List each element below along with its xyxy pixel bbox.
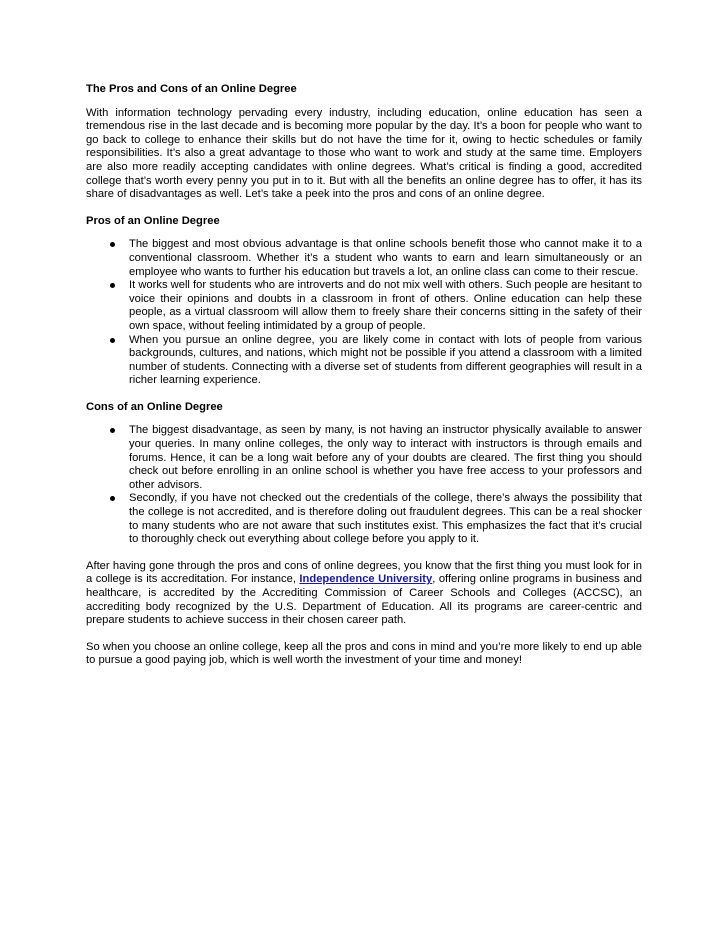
document-title: The Pros and Cons of an Online Degree [86,83,297,95]
cons-heading: Cons of an Online Degree [86,400,223,413]
cons-list-item [86,492,642,546]
conclusion-text-before-link: After having gone through the pros and cons of online degrees, you know that the first thing you must look for in a college is its accreditation. For instance, [86,559,642,586]
pros-item-text: When you pursue an online degree, you are likely come in contact with lots of people from various backgrounds, cultures, and nations, which might not be possible if you attend a classroom with a limited number of students. Connecting with a diverse set of students from different geographies will result in a richer learning experience. [129,333,642,387]
pros-item-text: It works well for students who are introverts and do not mix well with others. Such people are hesitant to voice their opinions and doubts in a classroom in front of others. Online education can help these people, as a virtual classroom will allow them to freely share their concerns sitting in the safety of their own space, without feeling intimidated by a group of people. [129,279,643,332]
closing-paragraph: So when you choose an online college, keep all the pros and cons in mind and you’re more likely to end up able to pursue a good paying job, which is well worth the investment of your time and money! [86,640,642,667]
pros-list-item [86,334,642,388]
conclusion-paragraph [86,560,642,628]
pros-item-text: The biggest and most obvious advantage is that online schools benefit those who cannot make it to a conventional classroom. Whether it’s a student who wants to earn and learn simultaneously or an employee who wants to further his education but travels a lot, an online class can come to their rescue. [129,238,642,278]
cons-item-text: Secondly, if you have not checked out the credentials of the college, there’s always the possibility that the college is not accredited, and is therefore doling out fraudulent degrees. This can be a real shocker to many students who are not aware that such institutes exist. This emphasizes the fact that it’s crucial to thoroughly check out everything about college before you apply to it. [129,492,642,546]
pros-list [86,238,642,388]
bullet-icon [110,428,115,433]
independence-university-link[interactable]: Independence University [299,573,433,586]
intro-paragraph: With information technology pervading every industry, including education, online education has seen a tremendous rise in the last decade and is becoming more popular by the day. It’s a boon for people who want to go back to college to enhance their skills but do not have the time for it, owing to hectic schedules or family responsibilities. It’s also a great advantage to those who want to work and study at the same time. Employers are also more readily accepting candidates with online degrees. What’s critical is finding a good, accredited college that’s worth every penny you put in to it. But with all the benefits an online degree has to offer, it has its share of disadvantages as well. Let’s take a peek into the pros and cons of an online degree. [86,106,642,201]
cons-item-text: The biggest disadvantage, as seen by many, is not having an instructor physically available to answer your queries. In many online colleges, the only way to interact with instructors is through emails and forums. Hence, it can be a long wait before any of your doubts are cleared. The first thing you should check out before enrolling in an online school is whether you have free access to your professors and other advisors. [129,424,642,491]
document-page [86,83,642,681]
pros-heading: Pros of an Online Degree [86,214,220,227]
cons-list [86,424,642,546]
cons-list-item [86,424,642,492]
bullet-icon [110,283,115,288]
bullet-icon [110,338,115,343]
pros-list-item [86,279,642,333]
conclusion-text-after-link: , offering online programs in business and healthcare, is accredited by the Accrediting Commission of Career Schools and Colleges (ACCSC), an accrediting body recognized by the U.S. Department of Education. All its programs are career-centric and prepare students to achieve success in their chosen career path. [86,573,642,627]
bullet-icon [110,496,115,501]
pros-list-item [86,238,642,279]
bullet-icon [110,242,115,247]
